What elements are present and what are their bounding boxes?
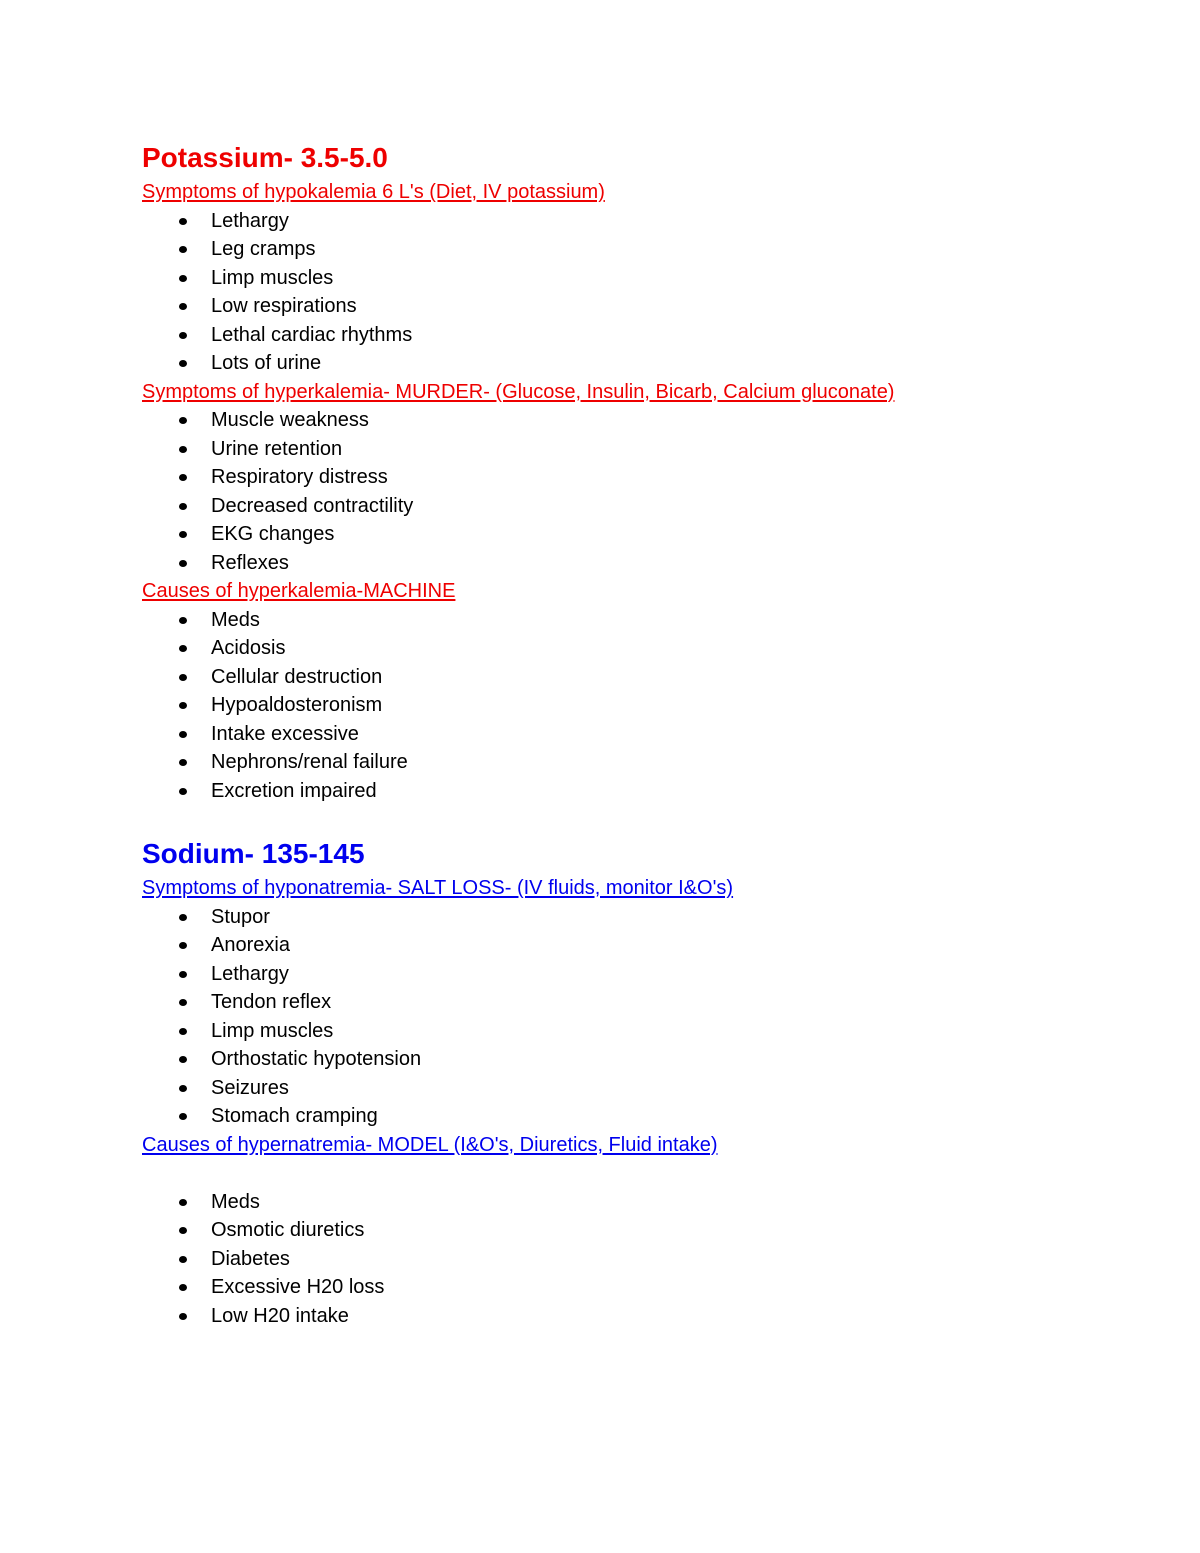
list-item: [142, 321, 1142, 350]
list-item: [142, 1245, 1142, 1274]
list-item: [142, 720, 1142, 749]
list-item: [142, 903, 1142, 932]
list-item-text: Limp muscles: [211, 1019, 334, 1042]
sodium-title: Sodium- 135-145: [142, 838, 365, 869]
bullet-icon: [179, 360, 187, 367]
bullet-icon: [179, 1313, 187, 1320]
list-item-text: Stomach cramping: [211, 1105, 378, 1127]
list-item-text: Low respirations: [211, 295, 357, 317]
bullet-icon: [179, 303, 187, 310]
list-item-text: Muscle weakness: [211, 409, 369, 431]
list-item-text: Intake excessive: [211, 722, 359, 745]
list-item: [142, 988, 1142, 1017]
bullet-icon: [179, 999, 187, 1006]
list-item: [142, 931, 1142, 960]
list-item-text: Urine retention: [211, 437, 343, 460]
bullet-icon: [179, 617, 187, 624]
hypernatremia-causes-heading[interactable]: Causes of hypernatremia- MODEL (I&O's, Diuretics, Fluid intake): [142, 1133, 718, 1156]
list-item: [142, 663, 1142, 692]
list-item: [142, 235, 1142, 264]
bullet-icon: [179, 674, 187, 681]
list-item: [142, 406, 1142, 435]
list-item-text: Low H20 intake: [211, 1304, 349, 1327]
list-item-text: Limp muscles: [211, 266, 334, 289]
list-item-text: Meds: [211, 608, 260, 631]
potassium-title: Potassium- 3.5-5.0: [142, 142, 388, 173]
bullet-icon: [179, 971, 187, 978]
hypokalemia-symptoms-list: [142, 207, 1142, 378]
bullet-icon: [179, 914, 187, 921]
blank-line: [142, 1159, 1142, 1188]
bullet-icon: [179, 942, 187, 949]
sodium-section: [142, 834, 1142, 1330]
list-item: [142, 1273, 1142, 1302]
hyponatremia-symptoms-list: [142, 903, 1142, 1131]
list-item-text: Reflexes: [211, 551, 289, 574]
list-item: [142, 435, 1142, 464]
hypernatremia-causes-list: [142, 1188, 1142, 1331]
list-item: [142, 349, 1142, 378]
list-item-text: Lethargy: [211, 209, 289, 232]
bullet-icon: [179, 446, 187, 453]
list-item: [142, 1216, 1142, 1245]
bullet-icon: [179, 1056, 187, 1063]
list-item-text: Excretion impaired: [211, 779, 377, 802]
bullet-icon: [179, 1113, 187, 1120]
list-item-text: Hypoaldosteronism: [211, 694, 383, 716]
section-spacer: [142, 805, 1142, 834]
bullet-icon: [179, 474, 187, 481]
list-item: [142, 1017, 1142, 1046]
list-item-text: Excessive H20 loss: [211, 1276, 385, 1298]
potassium-section: [142, 138, 1142, 805]
hypokalemia-symptoms-heading[interactable]: Symptoms of hypokalemia 6 L's (Diet, IV potassium): [142, 181, 605, 203]
list-item-text: Diabetes: [211, 1247, 290, 1270]
list-item: [142, 520, 1142, 549]
list-item-text: Cellular destruction: [211, 665, 383, 688]
bullet-icon: [179, 1256, 187, 1263]
list-item-text: Lethargy: [211, 962, 289, 985]
bullet-icon: [179, 1284, 187, 1291]
list-item: [142, 748, 1142, 777]
hyperkalemia-symptoms-heading[interactable]: Symptoms of hyperkalemia- MURDER- (Glucose, Insulin, Bicarb, Calcium gluconate): [142, 380, 895, 403]
hyperkalemia-causes-list: [142, 606, 1142, 806]
list-item-text: Nephrons/renal failure: [211, 751, 408, 773]
bullet-icon: [179, 1028, 187, 1035]
list-item: [142, 1102, 1142, 1131]
bullet-icon: [179, 788, 187, 795]
bullet-icon: [179, 560, 187, 567]
list-item-text: Anorexia: [211, 934, 290, 956]
hyperkalemia-causes-heading[interactable]: Causes of hyperkalemia-MACHINE: [142, 580, 456, 602]
list-item: [142, 634, 1142, 663]
bullet-icon: [179, 1227, 187, 1234]
list-item: [142, 1045, 1142, 1074]
list-item: [142, 492, 1142, 521]
bullet-icon: [179, 503, 187, 510]
list-item-text: EKG changes: [211, 523, 335, 545]
bullet-icon: [179, 417, 187, 424]
bullet-icon: [179, 531, 187, 538]
list-item: [142, 1302, 1142, 1331]
list-item: [142, 606, 1142, 635]
list-item-text: Lethal cardiac rhythms: [211, 323, 413, 346]
list-item: [142, 1074, 1142, 1103]
list-item-text: Orthostatic hypotension: [211, 1048, 422, 1070]
bullet-icon: [179, 759, 187, 766]
bullet-icon: [179, 731, 187, 738]
list-item: [142, 264, 1142, 293]
list-item-text: Osmotic diuretics: [211, 1219, 365, 1241]
bullet-icon: [179, 645, 187, 652]
bullet-icon: [179, 246, 187, 253]
list-item-text: Seizures: [211, 1076, 289, 1099]
list-item-text: Acidosis: [211, 637, 286, 659]
bullet-icon: [179, 332, 187, 339]
bullet-icon: [179, 702, 187, 709]
list-item: [142, 777, 1142, 806]
list-item-text: Meds: [211, 1190, 260, 1213]
list-item: [142, 1188, 1142, 1217]
bullet-icon: [179, 1085, 187, 1092]
list-item-text: Lots of urine: [211, 352, 322, 374]
list-item: [142, 292, 1142, 321]
hyponatremia-symptoms-heading[interactable]: Symptoms of hyponatremia- SALT LOSS- (IV fluids, monitor I&O's): [142, 877, 734, 899]
list-item: [142, 463, 1142, 492]
list-item-text: Respiratory distress: [211, 466, 388, 488]
bullet-icon: [179, 1199, 187, 1206]
list-item: [142, 207, 1142, 236]
document-page: [142, 138, 1142, 1330]
bullet-icon: [179, 218, 187, 225]
list-item-text: Stupor: [211, 905, 270, 928]
hyperkalemia-symptoms-list: [142, 406, 1142, 577]
list-item-text: Leg cramps: [211, 238, 316, 260]
bullet-icon: [179, 275, 187, 282]
list-item: [142, 691, 1142, 720]
list-item: [142, 960, 1142, 989]
list-item: [142, 549, 1142, 578]
list-item-text: Decreased contractility: [211, 494, 414, 517]
list-item-text: Tendon reflex: [211, 991, 332, 1013]
